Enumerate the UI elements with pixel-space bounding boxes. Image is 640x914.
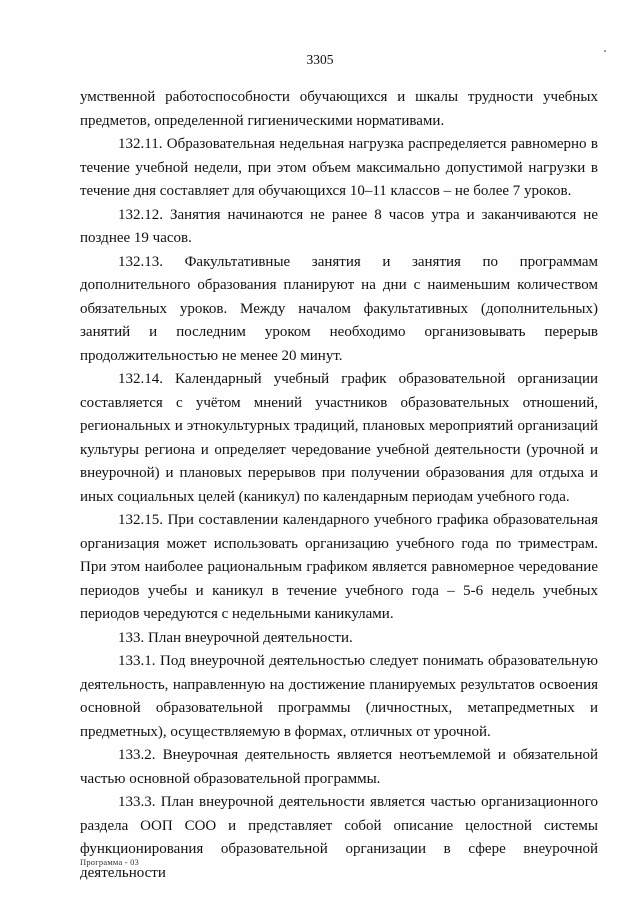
footer-note: Программа - 03 [80,857,140,867]
paragraph-132-11: 132.11. Образовательная недельная нагрузка распределяется равномерно в течение учебной недели, при этом объем максимально допустимой нагрузки в течение дня составляет для обучающихся 10–11 классов – не более 7 уроков. [80,136,598,199]
paragraph-132-14: 132.14. Календарный учебный график образовательной организации составляется с учётом мнений участников образовательных отношений, региональных и этнокультурных традиций, плановых мероприятий организаций культуры региона и определяет чередование учебной деятельности (урочной и внеурочной) и плановых перерывов при получении образования для отдыха и иных социальных целей (каникул) по календарным периодам учебного года. [80,371,598,505]
paragraph-133-1: 133.1. Под внеурочной деятельностью следует понимать образовательную деятельность, направленную на достижение планируемых результатов освоения основной образовательной программы (личностных, метапредметных и предметных), осуществляемую в формах, отличных от урочной. [80,653,598,740]
section-heading-133: 133. План внеурочной деятельности. [118,629,353,646]
body-text [80,86,598,885]
paragraph-132-15: 132.15. При составлении календарного учебного графика образовательная организация может использовать организацию учебного года по триместрам. При этом наиболее рациональным графиком является равномерное чередование периодов учебы и каникул в течение учебного года – 5-6 недель учебных периодов чередуются с недельными каникулами. [80,512,598,622]
paragraph-133-3: 133.3. План внеурочной деятельности является частью организационного раздела ООП СОО и представляет собой описание целостной системы функционирования образовательной организации в сфере внеурочной деятельности [80,794,598,881]
paragraph-133-2: 133.2. Внеурочная деятельность является неотъемлемой и обязательной частью основной образовательной программы. [80,747,598,787]
paragraph-continuation: умственной работоспособности обучающихся и шкалы трудности учебных предметов, определенной гигиеническими нормативами. [80,89,598,129]
paragraph-132-13: 132.13. Факультативные занятия и занятия по программам дополнительного образования планируют на дни с наименьшим количеством обязательных уроков. Между началом факультативных (дополнительных) занятий и последним уроком необходимо организовывать перерыв продолжительностью не менее 20 минут. [80,253,598,364]
page-number: 3305 [306,52,334,67]
paragraph-132-12: 132.12. Занятия начинаются не ранее 8 часов утра и заканчиваются не позднее 19 часов. [80,206,598,246]
